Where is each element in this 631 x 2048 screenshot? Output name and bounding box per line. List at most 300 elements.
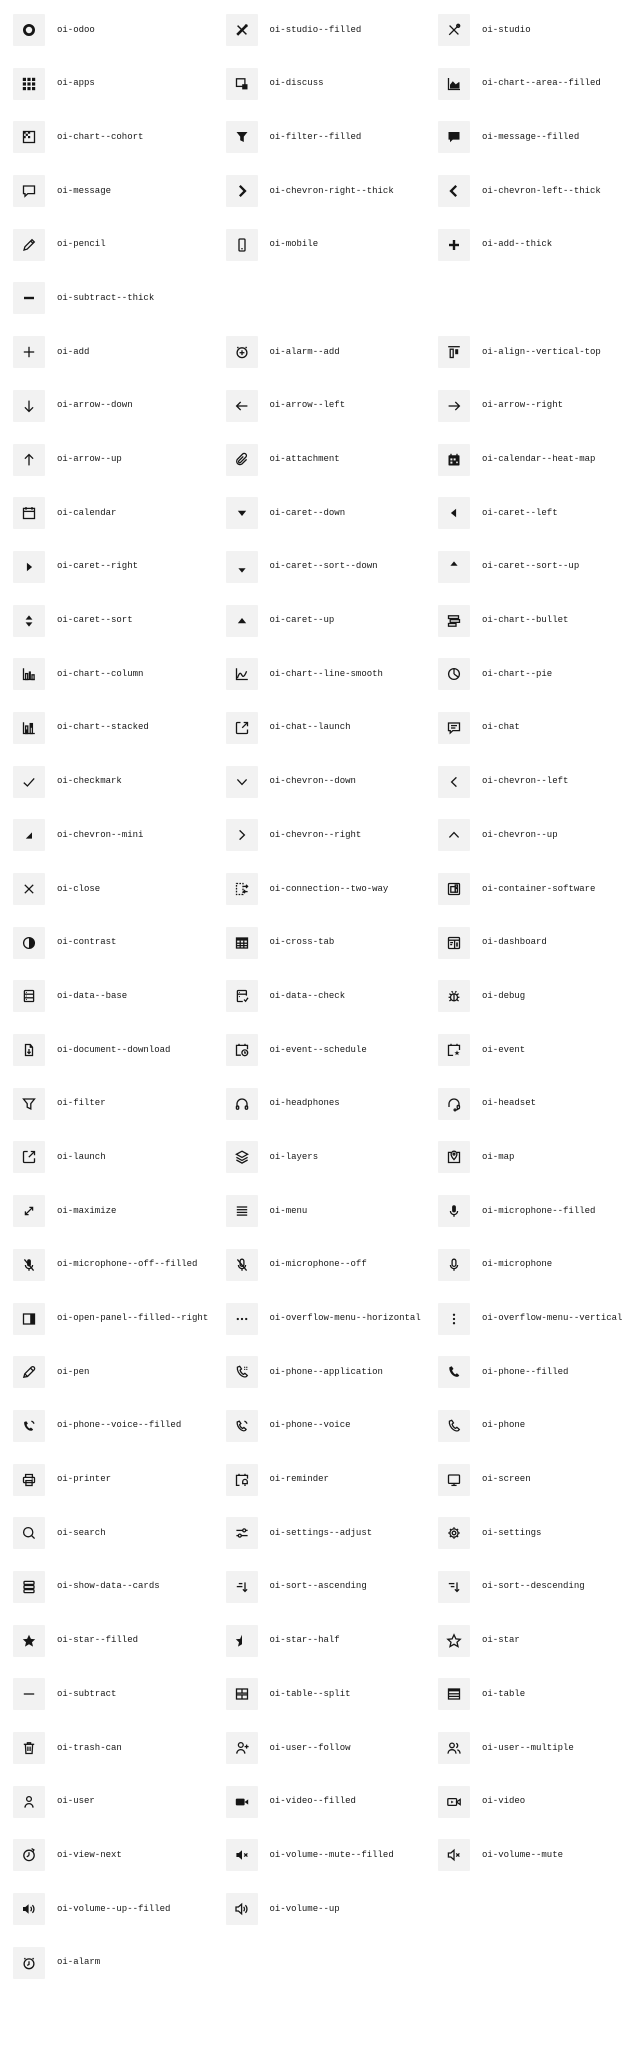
icon-list-item	[438, 1249, 631, 1281]
chart-column-icon	[13, 658, 45, 690]
icon-label: oi-cross-tab	[269, 937, 335, 948]
icon-list-item	[438, 1464, 631, 1496]
icon-label: oi-phone--application	[269, 1366, 383, 1377]
chevron-mini-icon	[13, 819, 45, 851]
chart-bullet-icon	[438, 605, 470, 637]
icon-list-item	[13, 1356, 226, 1388]
icon-row	[13, 336, 631, 368]
star-filled-icon	[13, 1625, 45, 1657]
icon-label: oi-volume--mute--filled	[269, 1849, 394, 1860]
icon-label: oi-chart--area--filled	[482, 78, 601, 89]
icon-list-item	[226, 927, 439, 959]
icon-list-item	[13, 121, 226, 153]
chart-area-filled-icon	[438, 68, 470, 100]
icon-row	[13, 1678, 631, 1710]
screen-icon	[438, 1464, 470, 1496]
icon-label: oi-arrow--left	[269, 400, 346, 411]
icon-label: oi-launch	[57, 1151, 106, 1162]
chart-pie-icon	[438, 658, 470, 690]
icon-label: oi-headset	[482, 1098, 537, 1109]
icon-list-item	[13, 1839, 226, 1871]
icon-list-item	[226, 1195, 439, 1227]
icon-label: oi-filter	[57, 1098, 106, 1109]
icon-label: oi-view-next	[57, 1849, 122, 1860]
icon-row	[13, 1088, 631, 1120]
icon-list-item	[438, 1410, 631, 1442]
icon-label: oi-printer	[57, 1474, 112, 1485]
add-icon	[13, 336, 45, 368]
icon-row	[13, 1356, 631, 1388]
chat-icon	[438, 712, 470, 744]
icon-label: oi-volume--up	[269, 1903, 340, 1914]
studio-icon	[438, 14, 470, 46]
icon-list-item	[13, 1034, 226, 1066]
microphone-icon	[438, 1249, 470, 1281]
icon-list-item	[438, 712, 631, 744]
chart-line-smooth-icon	[226, 658, 258, 690]
icon-row	[13, 980, 631, 1012]
icon-label: oi-arrow--up	[57, 454, 122, 464]
icon-label: oi-message	[57, 185, 112, 196]
icon-list-item	[438, 336, 631, 368]
icon-row	[13, 1303, 631, 1335]
icon-list-item	[226, 1088, 439, 1120]
icon-list-item	[438, 14, 631, 46]
icon-list-item	[438, 980, 631, 1012]
icon-list-item	[13, 282, 226, 314]
overflow-menu-horizontal-icon	[226, 1303, 258, 1335]
caret-sort-down-icon	[226, 551, 258, 583]
icon-label: oi-overflow-menu--horizontal	[269, 1313, 421, 1323]
icon-label: oi-data--base	[57, 990, 128, 1001]
icon-list-item	[438, 229, 631, 261]
icon-label: oi-screen	[482, 1474, 531, 1485]
icon-label: oi-chevron--down	[269, 776, 356, 787]
checkmark-icon	[13, 766, 45, 798]
icon-list-item	[13, 68, 226, 100]
icon-list-item	[438, 927, 631, 959]
chat-launch-icon	[226, 712, 258, 744]
table-split-icon	[226, 1678, 258, 1710]
phone-voice-icon	[226, 1410, 258, 1442]
icon-list-item	[226, 1839, 439, 1871]
apps-icon	[13, 68, 45, 100]
filter-icon	[13, 1088, 45, 1120]
icon-list-item	[13, 873, 226, 905]
icon-list-item	[226, 1893, 439, 1925]
icon-list-item	[13, 766, 226, 798]
icon-label: oi-chat--launch	[269, 722, 351, 733]
icon-list-item	[226, 1249, 439, 1281]
open-panel-filled-right-icon	[13, 1303, 45, 1335]
icon-label: oi-chart--stacked	[57, 722, 149, 733]
icon-section-general	[13, 336, 631, 1925]
icon-row	[13, 1195, 631, 1227]
caret-sort-icon	[13, 605, 45, 637]
volume-mute-icon	[438, 1839, 470, 1871]
chevron-left-icon	[438, 766, 470, 798]
icon-list-item	[13, 1947, 226, 1979]
microphone-off-filled-icon	[13, 1249, 45, 1281]
icon-list-item	[226, 1786, 439, 1818]
microphone-off-icon	[226, 1249, 258, 1281]
icon-list-item	[438, 1839, 631, 1871]
icon-list-item	[438, 390, 631, 422]
icon-label: oi-show-data--cards	[57, 1581, 160, 1592]
icon-label: oi-caret--right	[57, 561, 139, 572]
icon-list-item	[226, 1303, 439, 1335]
icon-list-item	[13, 444, 226, 476]
video-filled-icon	[226, 1786, 258, 1818]
alarm-add-icon	[226, 336, 258, 368]
icon-list-item	[226, 497, 439, 529]
icon-list-item	[13, 1893, 226, 1925]
icon-list-item	[226, 551, 439, 583]
icon-label: oi-user--multiple	[482, 1742, 574, 1753]
icon-label: oi-star--half	[269, 1635, 340, 1646]
icon-list-item	[226, 1464, 439, 1496]
icon-list-item	[438, 1732, 631, 1764]
icon-row	[13, 229, 631, 261]
icon-list-item	[13, 980, 226, 1012]
icon-label: oi-microphone--filled	[482, 1205, 596, 1216]
pencil-icon	[13, 229, 45, 261]
icon-label: oi-caret--sort--up	[482, 561, 580, 572]
headset-icon	[438, 1088, 470, 1120]
chevron-right-icon	[226, 819, 258, 851]
icon-list-item	[13, 1786, 226, 1818]
microphone-filled-icon	[438, 1195, 470, 1227]
phone-application-icon	[226, 1356, 258, 1388]
icon-label: oi-alarm--add	[269, 346, 340, 357]
icon-list-item	[13, 927, 226, 959]
icon-label: oi-chevron--mini	[57, 829, 144, 840]
icon-row	[13, 1625, 631, 1657]
icon-label: oi-checkmark	[57, 776, 122, 787]
data-check-icon	[226, 980, 258, 1012]
icon-list-item	[438, 1678, 631, 1710]
chevron-down-icon	[226, 766, 258, 798]
calendar-heat-map-icon	[438, 444, 470, 476]
icon-list-item	[438, 1034, 631, 1066]
icon-label: oi-maximize	[57, 1205, 117, 1216]
icon-list-item	[226, 1732, 439, 1764]
icon-list-item	[13, 658, 226, 690]
headphones-icon	[226, 1088, 258, 1120]
icon-list-item	[226, 1678, 439, 1710]
icon-label: oi-chevron--up	[482, 829, 558, 840]
icon-row	[13, 1464, 631, 1496]
icon-list-item	[13, 1141, 226, 1173]
icon-label: oi-volume--mute	[482, 1849, 564, 1860]
icon-list-item	[438, 605, 631, 637]
icon-row	[13, 1947, 631, 1979]
user-icon	[13, 1786, 45, 1818]
icon-row	[13, 1571, 631, 1603]
icon-label: oi-connection--two-way	[269, 883, 389, 894]
volume-mute-filled-icon	[226, 1839, 258, 1871]
icon-list-item	[226, 873, 439, 905]
icon-list-item	[226, 390, 439, 422]
icon-label: oi-chart--pie	[482, 668, 553, 679]
icon-row	[13, 390, 631, 422]
icon-section-brand	[13, 14, 631, 46]
icon-label: oi-message--filled	[482, 131, 580, 142]
icon-label: oi-phone--voice	[269, 1420, 351, 1431]
icon-label: oi-caret--sort	[57, 615, 133, 626]
icon-row	[13, 282, 631, 314]
arrow-up-icon	[13, 444, 45, 476]
icon-list-item	[226, 819, 439, 851]
icon-row	[13, 444, 631, 476]
phone-filled-icon	[438, 1356, 470, 1388]
icon-list-item	[438, 819, 631, 851]
icon-label: oi-caret--left	[482, 507, 558, 518]
icon-label: oi-menu	[269, 1205, 308, 1216]
icon-list-item	[438, 1195, 631, 1227]
arrow-down-icon	[13, 390, 45, 422]
icon-list-item	[438, 1141, 631, 1173]
video-icon	[438, 1786, 470, 1818]
icon-list-item	[13, 175, 226, 207]
user-follow-icon	[226, 1732, 258, 1764]
icon-list-item	[13, 1678, 226, 1710]
subtract-thick-icon	[13, 282, 45, 314]
chart-cohort-icon	[13, 121, 45, 153]
caret-left-icon	[438, 497, 470, 529]
icon-row	[13, 1517, 631, 1549]
icon-list-item	[438, 1088, 631, 1120]
icon-row	[13, 121, 631, 153]
icon-list-item	[438, 175, 631, 207]
icon-list-item	[226, 1034, 439, 1066]
icon-label: oi-arrow--right	[482, 400, 564, 411]
icon-label: oi-star--filled	[57, 1635, 139, 1646]
dashboard-icon	[438, 927, 470, 959]
message-icon	[13, 175, 45, 207]
volume-up-icon	[226, 1893, 258, 1925]
show-data-cards-icon	[13, 1571, 45, 1603]
icon-label: oi-volume--up--filled	[57, 1903, 171, 1914]
icon-list-item	[226, 712, 439, 744]
icon-label: oi-microphone--off--filled	[57, 1259, 198, 1270]
icon-label: oi-container-software	[482, 883, 596, 894]
icon-row	[13, 819, 631, 851]
contrast-icon	[13, 927, 45, 959]
icon-row	[13, 766, 631, 798]
icon-label: oi-mobile	[269, 239, 319, 250]
phone-icon	[438, 1410, 470, 1442]
chart-stacked-icon	[13, 712, 45, 744]
add-thick-icon	[438, 229, 470, 261]
arrow-left-icon	[226, 390, 258, 422]
icon-label: oi-reminder	[269, 1474, 329, 1485]
icon-label: oi-video	[482, 1796, 526, 1807]
map-icon	[438, 1141, 470, 1173]
icon-label: oi-video--filled	[269, 1796, 356, 1807]
icon-label: oi-arrow--down	[57, 400, 133, 411]
icon-row	[13, 927, 631, 959]
icon-label: oi-headphones	[269, 1098, 340, 1109]
studio-filled-icon	[226, 14, 258, 46]
icon-label: oi-align--vertical-top	[482, 346, 601, 357]
icon-label: oi-subtract--thick	[57, 292, 155, 303]
settings-adjust-icon	[226, 1517, 258, 1549]
icon-list-item	[13, 712, 226, 744]
icon-label: oi-calendar--heat-map	[482, 454, 596, 464]
icon-list-item	[13, 1625, 226, 1657]
icon-label: oi-chat	[482, 722, 520, 733]
icon-list-item	[438, 121, 631, 153]
icon-list-item	[226, 1141, 439, 1173]
menu-icon	[226, 1195, 258, 1227]
icon-label: oi-studio--filled	[269, 24, 362, 35]
star-half-icon	[226, 1625, 258, 1657]
icon-label: oi-add--thick	[482, 239, 553, 250]
trash-can-icon	[13, 1732, 45, 1764]
launch-icon	[13, 1141, 45, 1173]
icon-label: oi-overflow-menu--vertical	[482, 1313, 623, 1323]
icon-list-item	[13, 1732, 226, 1764]
icon-list-item	[438, 551, 631, 583]
icon-label: oi-alarm	[57, 1957, 101, 1968]
icon-label: oi-chart--line-smooth	[269, 668, 383, 679]
icon-label: oi-map	[482, 1151, 515, 1162]
icon-list-item	[226, 121, 439, 153]
icon-label: oi-settings	[482, 1527, 542, 1538]
icon-list-item	[226, 1571, 439, 1603]
icon-list-item	[13, 1195, 226, 1227]
icon-label: oi-chevron-right--thick	[269, 185, 394, 196]
calendar-icon	[13, 497, 45, 529]
icon-list-item	[226, 444, 439, 476]
icon-list-item	[438, 658, 631, 690]
filter-filled-icon	[226, 121, 258, 153]
phone-voice-filled-icon	[13, 1410, 45, 1442]
icon-row	[13, 1893, 631, 1925]
sort-ascending-icon	[226, 1571, 258, 1603]
icon-list-item	[13, 497, 226, 529]
cross-tab-icon	[226, 927, 258, 959]
icon-label: oi-layers	[269, 1151, 319, 1162]
icon-row	[13, 1839, 631, 1871]
icon-list-item	[226, 658, 439, 690]
icon-list-item	[13, 336, 226, 368]
pen-icon	[13, 1356, 45, 1388]
icon-list-item	[438, 873, 631, 905]
icon-label: oi-table--split	[269, 1688, 351, 1699]
icon-list-item	[226, 229, 439, 261]
chevron-left-thick-icon	[438, 175, 470, 207]
view-next-icon	[13, 1839, 45, 1871]
icon-list-item	[13, 390, 226, 422]
icon-list-item	[13, 551, 226, 583]
icon-label: oi-phone--filled	[482, 1366, 569, 1377]
icon-list-item	[438, 1786, 631, 1818]
caret-sort-up-icon	[438, 551, 470, 583]
user-multiple-icon	[438, 1732, 470, 1764]
document-download-icon	[13, 1034, 45, 1066]
icon-label: oi-event--schedule	[269, 1044, 367, 1055]
icon-row	[13, 1141, 631, 1173]
star-icon	[438, 1625, 470, 1657]
icon-row	[13, 68, 631, 100]
icon-list-item	[438, 68, 631, 100]
icon-label: oi-chevron-left--thick	[482, 185, 601, 196]
icon-label: oi-microphone	[482, 1259, 553, 1270]
maximize-icon	[13, 1195, 45, 1227]
icon-list-item	[13, 1571, 226, 1603]
event-schedule-icon	[226, 1034, 258, 1066]
icon-list-item	[226, 1356, 439, 1388]
mobile-icon	[226, 229, 258, 261]
icon-list-item	[438, 1625, 631, 1657]
icon-label: oi-caret--sort--down	[269, 561, 378, 572]
icon-label: oi-close	[57, 883, 101, 894]
icon-row	[13, 14, 631, 46]
icon-list-item	[13, 1249, 226, 1281]
icon-list-item	[226, 336, 439, 368]
odoo-icon	[13, 14, 45, 46]
icon-row	[13, 873, 631, 905]
icon-label: oi-calendar	[57, 507, 117, 518]
icon-row	[13, 1034, 631, 1066]
icon-list-item	[226, 980, 439, 1012]
icon-list-item	[438, 1571, 631, 1603]
icon-label: oi-debug	[482, 990, 526, 1001]
icon-label: oi-pencil	[57, 239, 106, 250]
icon-list-item	[438, 444, 631, 476]
search-icon	[13, 1517, 45, 1549]
discuss-icon	[226, 68, 258, 100]
icon-list-item	[226, 766, 439, 798]
volume-up-filled-icon	[13, 1893, 45, 1925]
icon-section-apps	[13, 68, 631, 315]
icon-list-item	[226, 1410, 439, 1442]
icon-list-item	[13, 819, 226, 851]
icon-list-item	[13, 1303, 226, 1335]
printer-icon	[13, 1464, 45, 1496]
icon-label: oi-contrast	[57, 937, 117, 948]
icon-list-item	[13, 1410, 226, 1442]
icon-label: oi-discuss	[269, 78, 324, 89]
icon-label: oi-caret--up	[269, 615, 335, 626]
icon-list-item	[13, 14, 226, 46]
icon-label: oi-user	[57, 1796, 95, 1807]
caret-right-icon	[13, 551, 45, 583]
icon-label: oi-phone--voice--filled	[57, 1420, 182, 1431]
layers-icon	[226, 1141, 258, 1173]
icon-label: oi-sort--ascending	[269, 1581, 367, 1592]
icon-label: oi-search	[57, 1527, 106, 1538]
icon-list-item	[226, 1517, 439, 1549]
reminder-icon	[226, 1464, 258, 1496]
caret-up-icon	[226, 605, 258, 637]
icon-label: oi-phone	[482, 1420, 526, 1431]
icon-label: oi-filter--filled	[269, 131, 362, 142]
arrow-right-icon	[438, 390, 470, 422]
icon-list-item	[226, 1625, 439, 1657]
icon-list-item	[13, 1464, 226, 1496]
settings-icon	[438, 1517, 470, 1549]
icon-label: oi-user--follow	[269, 1742, 351, 1753]
icon-label: oi-odoo	[57, 24, 95, 35]
connection-two-way-icon	[226, 873, 258, 905]
container-software-icon	[438, 873, 470, 905]
icon-list-item	[438, 766, 631, 798]
icon-label: oi-table	[482, 1688, 526, 1699]
icon-section-more	[13, 1947, 631, 1979]
